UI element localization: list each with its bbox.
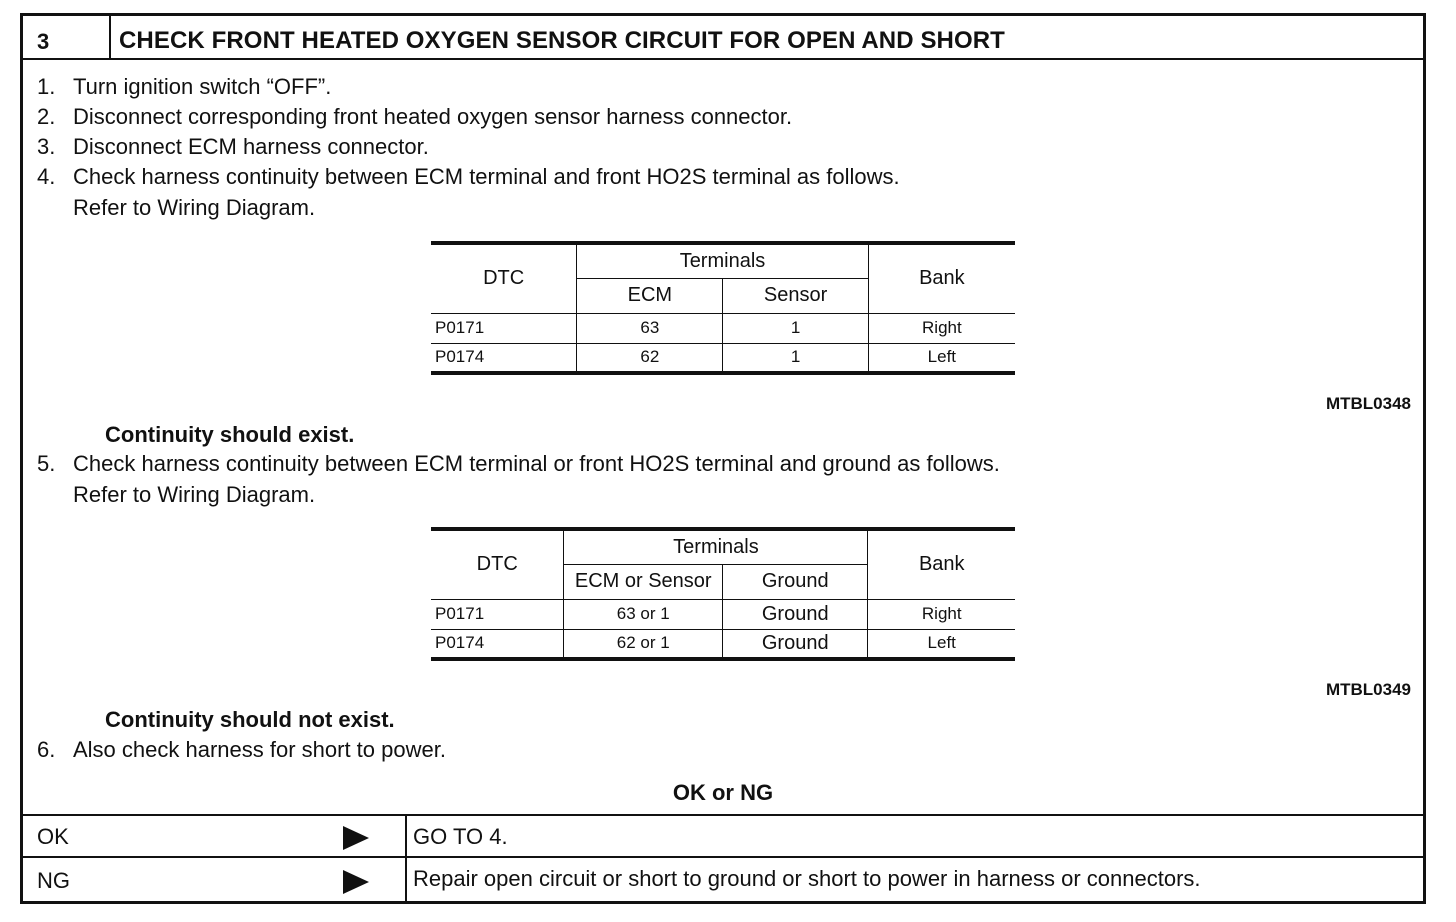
step-1-number: 1. (37, 74, 56, 99)
t1-r2-ecm: 62 (577, 343, 723, 373)
t1-r1-ecm: 63 (577, 313, 723, 343)
step-5-text: Check harness continuity between ECM terminal or front HO2S terminal and ground as follows. (73, 451, 1000, 476)
table-2-code: MTBL0349 (1325, 680, 1411, 699)
t2-r1-bank: Right (868, 599, 1015, 629)
t2-header-bank: Bank (868, 529, 1015, 599)
continuity-table-2 (431, 527, 1015, 661)
t2-r2-ground: Ground (722, 629, 867, 659)
t2-header-dtc: DTC (431, 529, 564, 599)
t1-r2-bank: Left (868, 343, 1015, 373)
step-2-text: Disconnect corresponding front heated oxygen sensor harness connector. (73, 104, 793, 129)
results-rule-mid (23, 856, 1423, 858)
step-3-number: 3. (37, 134, 56, 159)
t1-header-ecm: ECM (577, 278, 723, 313)
t2-header-ecm-sensor: ECM or Sensor (564, 564, 723, 599)
step-1-text: Turn ignition switch “OFF”. (73, 74, 332, 99)
table-row (431, 599, 1015, 629)
result-ng-label: NG (37, 868, 70, 893)
continuity-note-1: Continuity should exist. (105, 422, 355, 447)
table-row (431, 313, 1015, 343)
step-4-number: 4. (37, 164, 56, 189)
step-4-text: Check harness continuity between ECM terminal and front HO2S terminal as follows. (73, 164, 900, 189)
step-5-ref-text: Refer to Wiring Diagram. (73, 482, 316, 507)
step-6-number: 6. (37, 737, 56, 762)
table-row (431, 629, 1015, 659)
results-divider (405, 814, 407, 904)
step-5-number: 5. (37, 451, 56, 476)
results-rule-top (23, 814, 1423, 816)
t1-header-sensor: Sensor (723, 278, 868, 313)
result-ok-label: OK (37, 824, 69, 849)
step-3-text: Disconnect ECM harness connector. (73, 134, 429, 159)
t2-r1-ground: Ground (722, 599, 867, 629)
t1-header-bank: Bank (868, 243, 1015, 313)
t1-r1-sensor: 1 (723, 313, 868, 343)
procedure-box (20, 13, 1426, 904)
table-1-code: MTBL0348 (1325, 394, 1411, 413)
step-2-number: 2. (37, 104, 56, 129)
t2-r2-bank: Left (868, 629, 1015, 659)
t2-header-terminals: Terminals (564, 529, 868, 564)
step-4-ref-text: Refer to Wiring Diagram. (73, 195, 316, 220)
t2-r1-ecm-sensor: 63 or 1 (564, 599, 723, 629)
t1-header-terminals: Terminals (577, 243, 868, 278)
continuity-note-2: Continuity should not exist. (105, 707, 395, 732)
result-ok-action: GO TO 4. (413, 824, 508, 849)
t2-header-ground: Ground (722, 564, 867, 599)
t2-r2-ecm-sensor: 62 or 1 (564, 629, 723, 659)
t1-r2-sensor: 1 (723, 343, 868, 373)
header-divider (109, 16, 111, 58)
table-row (431, 343, 1015, 373)
header-rule (23, 58, 1423, 60)
t1-r1-bank: Right (868, 313, 1015, 343)
continuity-table-1 (431, 241, 1015, 375)
step-number: 3 (37, 29, 50, 54)
right-triangle-arrow-icon (343, 826, 369, 850)
t1-r1-dtc: P0171 (431, 313, 577, 343)
t2-r2-dtc: P0174 (431, 629, 564, 659)
t1-r2-dtc: P0174 (431, 343, 577, 373)
right-triangle-arrow-icon (343, 870, 369, 894)
step-6-text: Also check harness for short to power. (73, 737, 446, 762)
t1-header-dtc: DTC (431, 243, 577, 313)
t2-r1-dtc: P0171 (431, 599, 564, 629)
result-ng-action: Repair open circuit or short to ground or short to power in harness or connectors. (413, 866, 1201, 891)
step-title: CHECK FRONT HEATED OXYGEN SENSOR CIRCUIT FOR OPEN AND SHORT (119, 27, 1005, 54)
ok-ng-title: OK or NG (672, 780, 774, 805)
